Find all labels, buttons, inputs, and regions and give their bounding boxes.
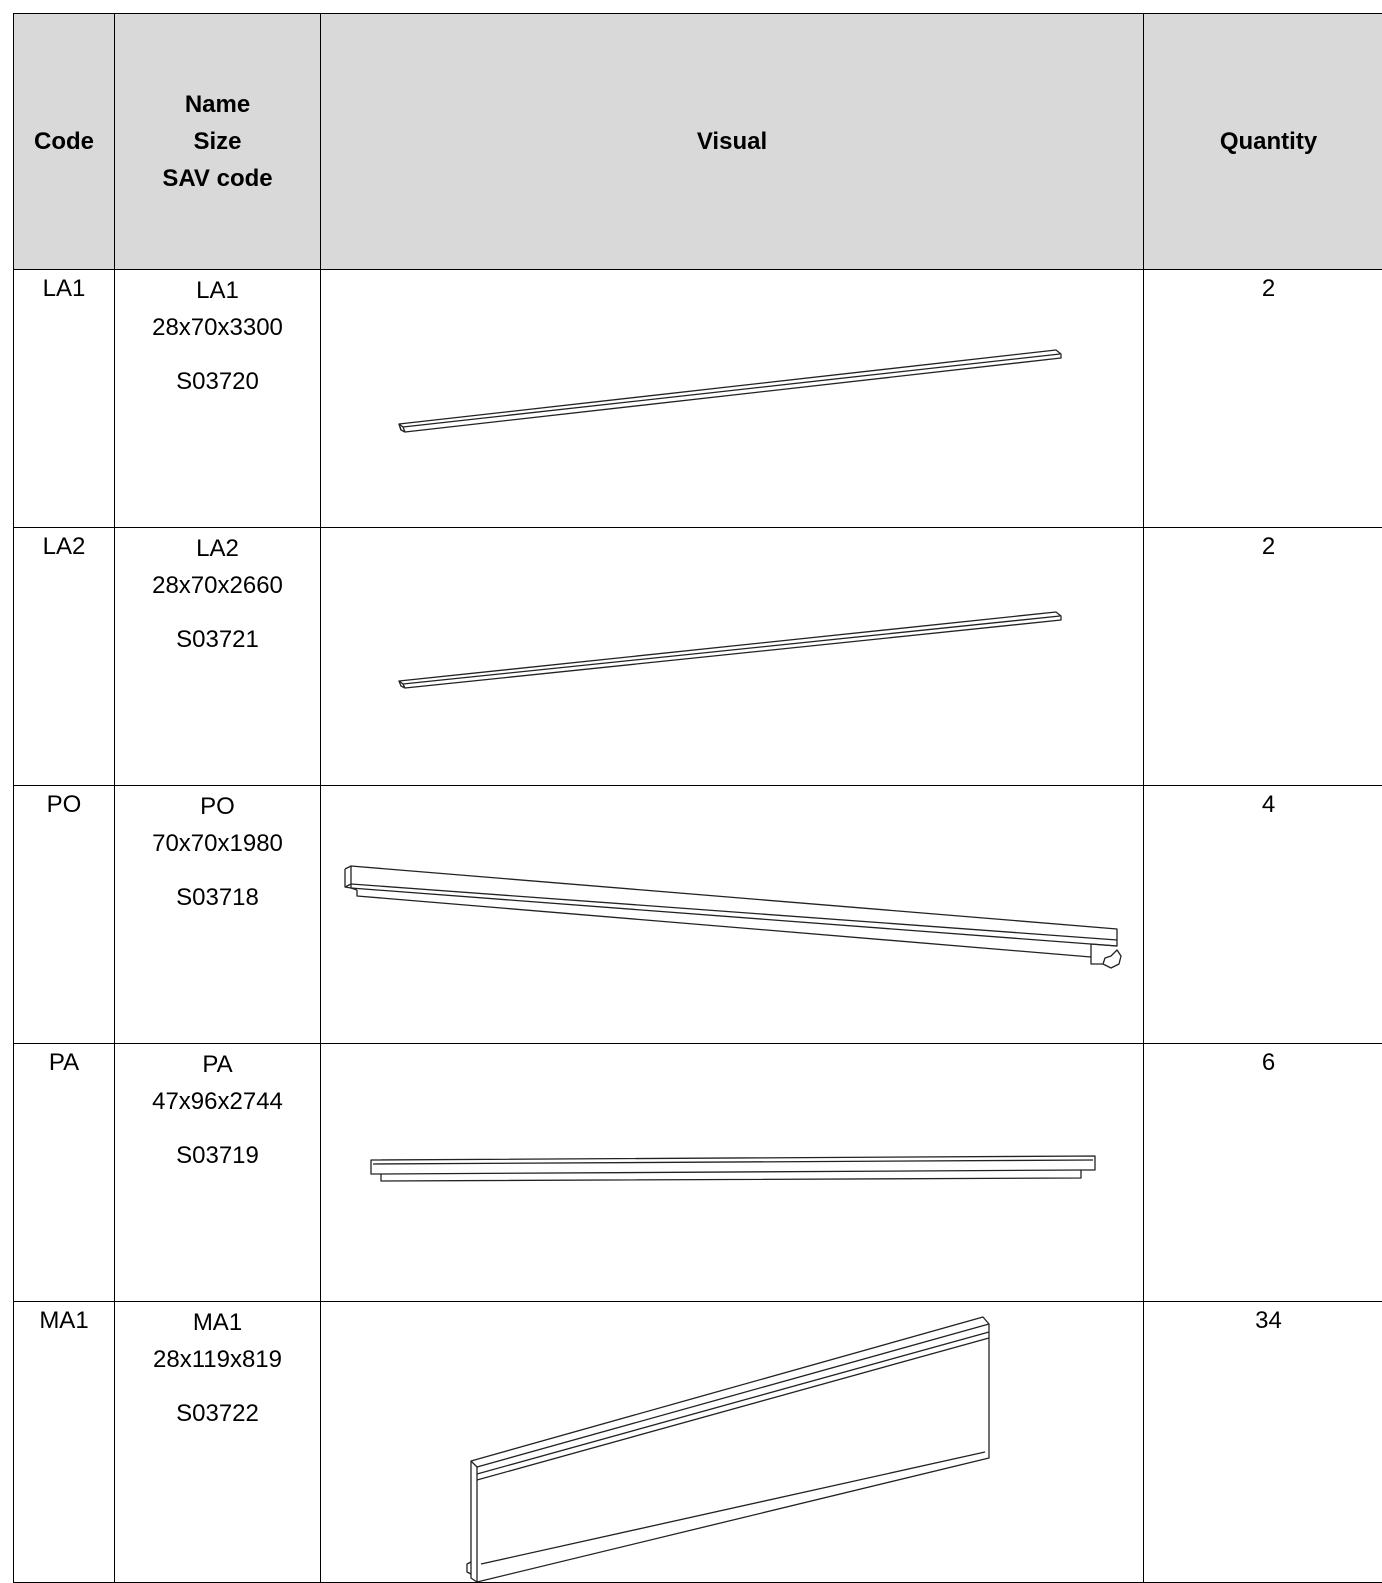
part-sav-code: S03722 xyxy=(115,1395,320,1432)
post-beam-icon xyxy=(321,786,1144,1043)
part-size: 70x70x1980 xyxy=(115,825,320,862)
part-size: 28x119x819 xyxy=(115,1341,320,1378)
header-name-line: Name xyxy=(115,86,320,123)
part-size: 28x70x3300 xyxy=(115,309,320,346)
part-code: LA2 xyxy=(14,528,115,786)
part-name: LA1 xyxy=(115,272,320,309)
part-visual xyxy=(321,1044,1144,1302)
part-code: PO xyxy=(14,786,115,1044)
rail-beam-icon xyxy=(321,1044,1144,1301)
part-visual xyxy=(321,528,1144,786)
part-size: 47x96x2744 xyxy=(115,1083,320,1120)
part-quantity: 2 xyxy=(1144,270,1382,528)
part-quantity: 34 xyxy=(1144,1302,1382,1583)
tongue-groove-plank-icon xyxy=(321,1302,1144,1582)
part-sav-code: S03718 xyxy=(115,879,320,916)
part-size: 28x70x2660 xyxy=(115,567,320,604)
part-details xyxy=(115,786,321,1044)
header-row xyxy=(14,14,1382,270)
part-name: LA2 xyxy=(115,530,320,567)
part-sav-code: S03720 xyxy=(115,363,320,400)
header-sav-line: SAV code xyxy=(115,160,320,197)
part-quantity: 6 xyxy=(1144,1044,1382,1302)
part-details xyxy=(115,270,321,528)
part-code: PA xyxy=(14,1044,115,1302)
part-quantity: 4 xyxy=(1144,786,1382,1044)
table-row xyxy=(14,1302,1382,1583)
part-code: MA1 xyxy=(14,1302,115,1583)
part-name: MA1 xyxy=(115,1304,320,1341)
part-visual xyxy=(321,786,1144,1044)
part-details xyxy=(115,528,321,786)
part-visual xyxy=(321,1302,1144,1583)
parts-table xyxy=(13,13,1382,1583)
part-code: LA1 xyxy=(14,270,115,528)
part-details xyxy=(115,1044,321,1302)
table-row xyxy=(14,528,1382,786)
table-row xyxy=(14,1044,1382,1302)
part-quantity: 2 xyxy=(1144,528,1382,786)
header-code: Code xyxy=(14,14,115,270)
part-name: PA xyxy=(115,1046,320,1083)
part-name: PO xyxy=(115,788,320,825)
part-visual xyxy=(321,270,1144,528)
header-quantity: Quantity xyxy=(1144,14,1382,270)
header-name xyxy=(115,14,321,270)
slat-board-icon xyxy=(321,270,1144,527)
header-visual: Visual xyxy=(321,14,1144,270)
slat-board-icon xyxy=(321,528,1144,785)
table-row xyxy=(14,786,1382,1044)
header-size-line: Size xyxy=(115,123,320,160)
part-details xyxy=(115,1302,321,1583)
part-sav-code: S03721 xyxy=(115,621,320,658)
part-sav-code: S03719 xyxy=(115,1137,320,1174)
table-row xyxy=(14,270,1382,528)
